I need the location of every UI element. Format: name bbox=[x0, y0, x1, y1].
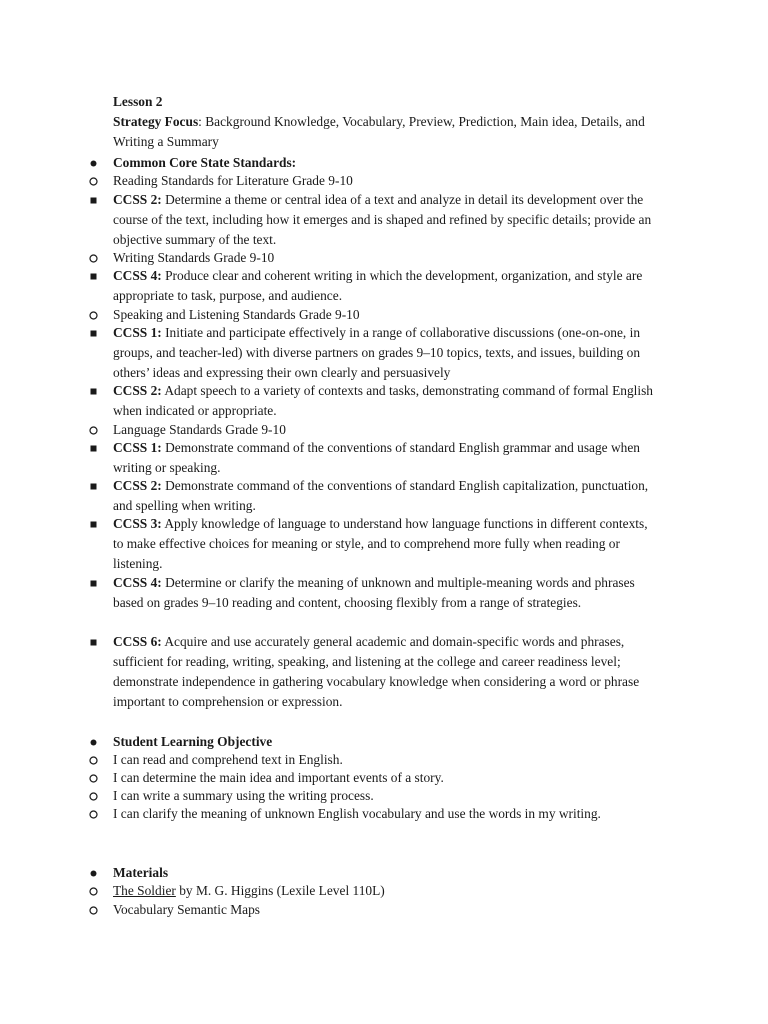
objective-item: I can clarify the meaning of unknown English vocabulary and use the words in my writing. bbox=[113, 806, 601, 821]
materials-heading: Materials bbox=[113, 865, 169, 880]
standard-text: Acquire and use accurately general academic and domain-specific words and phrases, sufficient for reading, writing, speaking, and listening at the college and career readiness level; demonstrate independence in gathering vocabulary knowledge when considering a word or phrase important to comprehension or expression. bbox=[113, 634, 640, 709]
language-standard bbox=[113, 573, 658, 613]
speaking-standard bbox=[113, 323, 658, 383]
square-bullet-icon bbox=[86, 632, 100, 652]
strategy-label: Strategy Focus bbox=[113, 114, 199, 129]
standard-code: CCSS 1: bbox=[113, 325, 162, 340]
ccss-heading: Common Core State Standards: bbox=[113, 155, 297, 170]
hollow-bullet-icon bbox=[86, 804, 100, 824]
hollow-bullet-icon bbox=[86, 768, 100, 788]
language-heading: Language Standards Grade 9-10 bbox=[113, 422, 286, 437]
reading-standard bbox=[113, 190, 658, 250]
writing-heading: Writing Standards Grade 9-10 bbox=[113, 250, 275, 265]
reading-heading: Reading Standards for Literature Grade 9-10 bbox=[113, 173, 353, 188]
language-standard bbox=[113, 438, 658, 478]
standard-code: CCSS 1: bbox=[113, 440, 162, 455]
standard-text: Produce clear and coherent writing in which the development, organization, and style are appropriate to task, purpose, and audience. bbox=[113, 268, 643, 303]
square-bullet-icon bbox=[86, 323, 100, 343]
hollow-bullet-icon bbox=[86, 786, 100, 806]
standard-code: CCSS 2: bbox=[113, 192, 162, 207]
square-bullet-icon bbox=[86, 573, 100, 593]
lesson-title: Lesson 2 bbox=[113, 94, 163, 109]
hollow-bullet-icon bbox=[86, 171, 100, 191]
materials-item bbox=[113, 881, 658, 901]
hollow-bullet-icon bbox=[86, 305, 100, 325]
standard-text: Determine or clarify the meaning of unknown and multiple-meaning words and phrases based on grades 9–10 reading and content, choosing flexibly from a range of strategies. bbox=[113, 575, 635, 610]
standard-code: CCSS 6: bbox=[113, 634, 162, 649]
square-bullet-icon bbox=[86, 381, 100, 401]
objective-item: I can determine the main idea and important events of a story. bbox=[113, 770, 444, 785]
objective-item: I can read and comprehend text in English. bbox=[113, 752, 343, 767]
hollow-bullet-icon bbox=[86, 750, 100, 770]
square-bullet-icon bbox=[86, 476, 100, 496]
standard-text: Determine a theme or central idea of a text and analyze in detail its development over the course of the text, including how it emerges and is shaped and refined by specific details; provide an objective summary of the text. bbox=[113, 192, 652, 247]
filled-bullet-icon bbox=[86, 863, 100, 883]
standard-text: Apply knowledge of language to understand how language functions in different contexts, to make effective choices for meaning or style, and to comprehend more fully when reading or listening. bbox=[113, 516, 648, 571]
standard-text: Adapt speech to a variety of contexts and tasks, demonstrating command of formal English when indicated or appropriate. bbox=[113, 383, 653, 418]
materials-item: Vocabulary Semantic Maps bbox=[113, 902, 261, 917]
square-bullet-icon bbox=[86, 266, 100, 286]
hollow-bullet-icon bbox=[86, 248, 100, 268]
hollow-bullet-icon bbox=[86, 420, 100, 440]
filled-bullet-icon bbox=[86, 732, 100, 752]
language-standard bbox=[113, 632, 658, 712]
language-standard bbox=[113, 476, 658, 516]
strategy-focus bbox=[113, 112, 658, 152]
book-details: by M. G. Higgins (Lexile Level 110L) bbox=[175, 883, 385, 898]
objective-heading: Student Learning Objective bbox=[113, 734, 273, 749]
strategy-text: : Background Knowledge, Vocabulary, Preview, Prediction, Main idea, Details, and Writing a Summary bbox=[113, 114, 645, 149]
hollow-bullet-icon bbox=[86, 881, 100, 901]
square-bullet-icon bbox=[86, 190, 100, 210]
standard-text: Demonstrate command of the conventions of standard English grammar and usage when writing or speaking. bbox=[113, 440, 640, 475]
speaking-heading: Speaking and Listening Standards Grade 9-10 bbox=[113, 307, 360, 322]
filled-bullet-icon bbox=[86, 153, 100, 173]
speaking-standard bbox=[113, 381, 658, 421]
standard-code: CCSS 2: bbox=[113, 478, 162, 493]
objective-item: I can write a summary using the writing process. bbox=[113, 788, 374, 803]
standard-text: Demonstrate command of the conventions of standard English capitalization, punctuation, and spelling when writing. bbox=[113, 478, 649, 513]
book-title-link[interactable]: The Soldier bbox=[113, 883, 176, 898]
standard-text: Initiate and participate effectively in a range of collaborative discussions (one-on-one, in groups, and teacher-led) with diverse partners on grades 9–10 topics, texts, and issues, building on others’ ideas and expressing their own clearly and persuasively bbox=[113, 325, 641, 380]
language-standard bbox=[113, 514, 658, 574]
standard-code: CCSS 4: bbox=[113, 575, 162, 590]
square-bullet-icon bbox=[86, 514, 100, 534]
writing-standard bbox=[113, 266, 658, 306]
standard-code: CCSS 2: bbox=[113, 383, 162, 398]
standard-code: CCSS 3: bbox=[113, 516, 162, 531]
hollow-bullet-icon bbox=[86, 900, 100, 920]
square-bullet-icon bbox=[86, 438, 100, 458]
standard-code: CCSS 4: bbox=[113, 268, 162, 283]
